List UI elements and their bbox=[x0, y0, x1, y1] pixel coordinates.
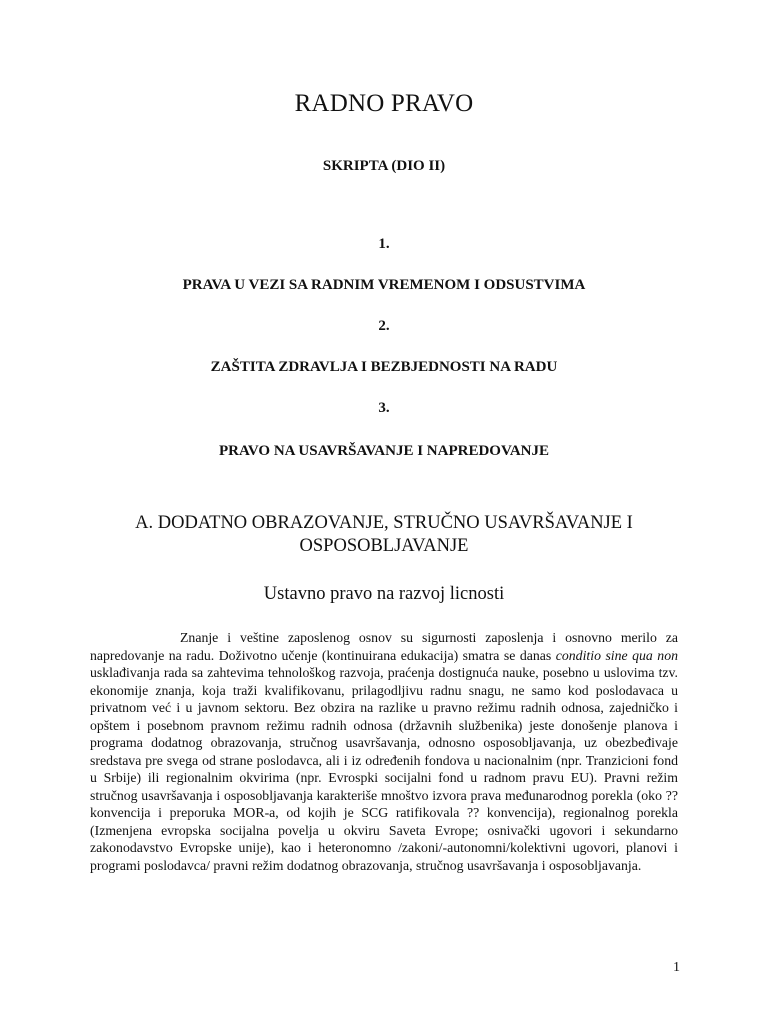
page-number: 1 bbox=[673, 960, 680, 975]
section-title-3: PRAVO NA USAVRŠAVANJE I NAPREDOVANJE bbox=[218, 443, 550, 459]
section-title-2: ZAŠTITA ZDRAVLJA I BEZBJEDNOSTI NA RADU bbox=[210, 359, 558, 375]
subchapter-heading: Ustavno pravo na razvoj licnosti bbox=[263, 584, 505, 604]
document-title: RADNO PRAVO bbox=[294, 90, 474, 117]
paragraph-text-rest: usklađivanja rada sa zahtevima tehnološkog razvoja, praćenja dostignuća nauke, posebno u uslovima tzv. ekonomije znanja, koja traži kvalifikovanu, prilagodljivu radnu snagu, ne samo kod poslodavaca u privatnom već i u javnom sektoru. Bez obzira na razlike u pravno režimu radnih odnosa, zajedničko i opštem i posebnom pravnom režimu radnih odnosa (državnih službenika) jeste donošenje planova i programa dodatnog obrazovanja, stručnog usavršavanja, odnosno osposobljavanja, uz obezbeđivaje sredstava pre svega od strane poslodavca, ali i iz određenih fondova u nacionalnim (npr. Tranzicioni fond u Srbije) ili regionalnim okvirima (npr. Evrospki socijalni fond u radnom pravu EU). Pravni režim stručnog usavršavanja i osposobljavanja karakteriše mnoštvo izvora prava međunarodnog porekla (oko ?? konvencija i preporuka MOR-a, od kojih je SCG ratifikovala ?? konvencija), regionalnog porekla (Izmenjena evropska socijalna povelja u okviru Saveta Evrope; osnivački ugovori i sekundarno zakonodavstvo Evropske unije), kao i heteronomno /zakoni/-autonomni/kolektivni ugovori, planovi i programi poslodavca/ pravni režim dodatnog obrazovanja, stručnog usavršavanja i osposobljavanja. bbox=[90, 665, 678, 873]
paragraph-italic-phrase: conditio sine qua non bbox=[555, 647, 679, 663]
section-title-1: PRAVA U VEZI SA RADNIM VREMENOM I ODSUSTVIMA bbox=[182, 277, 586, 293]
chapter-heading: A. DODATNO OBRAZOVANJE, STRUČNO USAVRŠAVANJE I OSPOSOBLJAVANJE bbox=[135, 513, 633, 556]
section-number-1: 1. bbox=[378, 236, 390, 252]
section-number-2: 2. bbox=[378, 318, 390, 334]
body-paragraph bbox=[90, 629, 678, 874]
document-subtitle: SKRIPTA (DIO II) bbox=[322, 158, 446, 174]
paragraph-text-start: Znanje i veštine zaposlenog osnov su sigurnosti zaposlenja i osnovno merilo za napredovanje na radu. Doživotno učenje (kontinuirana edukacija) smatra se danas bbox=[90, 630, 678, 663]
section-number-3: 3. bbox=[378, 400, 390, 416]
